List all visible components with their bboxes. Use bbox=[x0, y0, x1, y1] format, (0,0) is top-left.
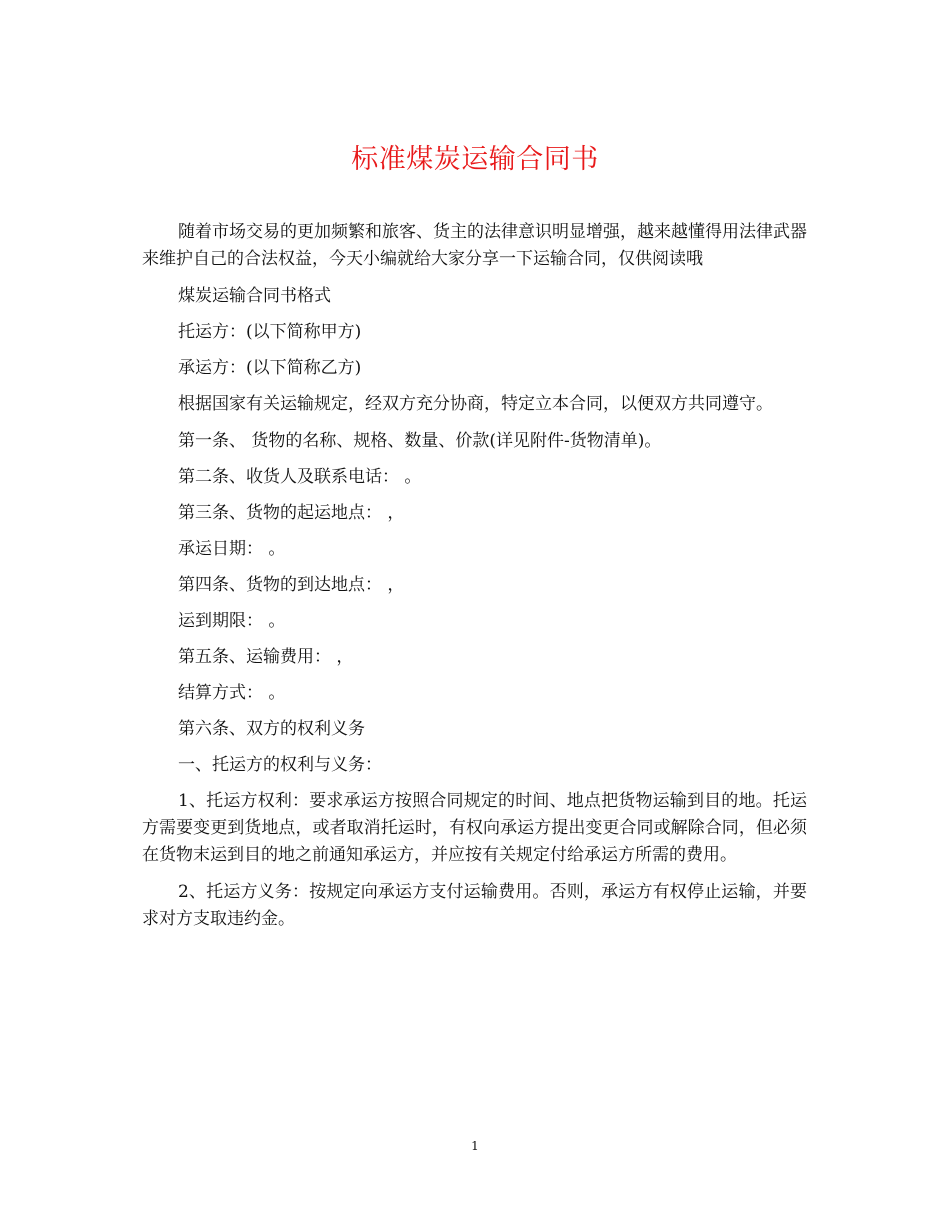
paragraph-preamble: 根据国家有关运输规定，经双方充分协商，特定立本合同，以便双方共同遵守。 bbox=[178, 394, 773, 414]
paragraph-article-5: 第五条、运输费用： ， bbox=[178, 647, 354, 667]
paragraph-carrier: 承运方：(以下简称乙方) bbox=[178, 358, 362, 378]
paragraph-article-3: 第三条、货物的起运地点： ， bbox=[178, 503, 405, 523]
paragraph-article-1: 第一条、 货物的名称、规格、数量、价款(详见附件-货物清单)。 bbox=[178, 431, 662, 451]
paragraph-article-2: 第二条、收货人及联系电话： 。 bbox=[178, 467, 422, 487]
paragraph-section-1: 一、托运方的权利与义务： bbox=[178, 755, 382, 775]
paragraph-format-heading: 煤炭运输合同书格式 bbox=[178, 286, 331, 306]
paragraph-delivery-period: 运到期限： 。 bbox=[178, 611, 286, 631]
paragraph-settlement: 结算方式： 。 bbox=[178, 683, 286, 703]
paragraph-article-6: 第六条、双方的权利义务 bbox=[178, 719, 365, 739]
paragraph-article-4: 第四条、货物的到达地点： ， bbox=[178, 575, 405, 595]
document-body bbox=[142, 219, 807, 943]
paragraph-shipper-rights: 1、托运方权利：要求承运方按照合同规定的时间、地点把货物运输到目的地。托运方需要变更到货地点，或者取消托运时，有权向承运方提出变更合同或解除合同，但必须在货物末运到目的地之前通知承运方，并应按有关规定付给承运方所需的费用。 bbox=[142, 791, 807, 865]
paragraph-shipping-date: 承运日期： 。 bbox=[178, 539, 286, 559]
page-number: 1 bbox=[471, 1139, 479, 1153]
paragraph-intro: 随着市场交易的更加频繁和旅客、货主的法律意识明显增强，越来越懂得用法律武器来维护自己的合法权益，今天小编就给大家分享一下运输合同，仅供阅读哦 bbox=[142, 222, 807, 269]
document-title: 标准煤炭运输合同书 bbox=[351, 144, 599, 175]
paragraph-shipper-obligations: 2、托运方义务：按规定向承运方支付运输费用。否则，承运方有权停止运输，并要求对方支取违约金。 bbox=[142, 882, 807, 929]
paragraph-shipper: 托运方：(以下简称甲方) bbox=[178, 322, 362, 342]
